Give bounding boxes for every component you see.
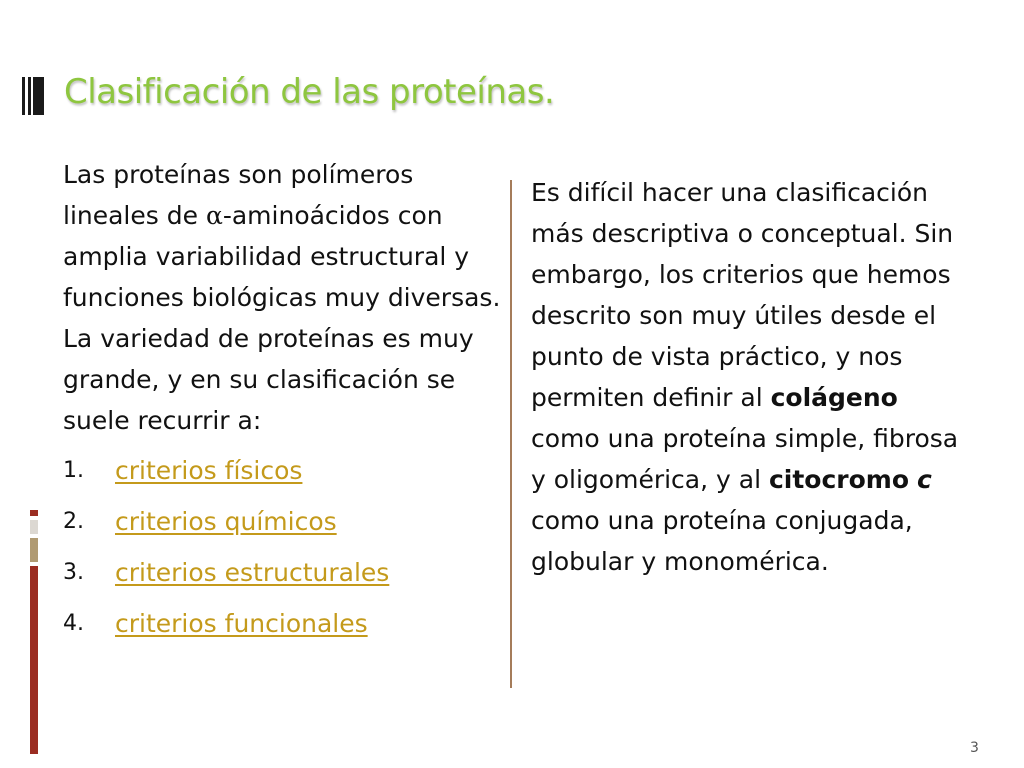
list-number: 1. — [63, 458, 84, 483]
list-item — [63, 547, 503, 598]
alpha-symbol: α — [205, 201, 223, 230]
link-criterios-estructurales[interactable]: criterios estructurales — [115, 558, 390, 587]
slide-title: Clasificación de las proteínas. — [64, 72, 555, 112]
link-criterios-fisicos[interactable]: criterios físicos — [115, 456, 303, 485]
left-column — [63, 154, 503, 649]
list-number: 2. — [63, 509, 84, 534]
criteria-list — [63, 445, 503, 649]
term-citocromo: citocromo — [768, 465, 910, 494]
list-item — [63, 445, 503, 496]
link-criterios-quimicos[interactable]: criterios químicos — [115, 507, 337, 536]
list-item — [63, 598, 503, 649]
column-divider — [510, 180, 512, 688]
intro-paragraph: Las proteínas son polímeros lineales de α-aminoácidos con amplia variabilidad estructural y funciones biológicas muy diversas. La variedad de proteínas es muy grande, y en su clasificación se suele recurrir a: — [63, 160, 501, 435]
list-number: 3. — [63, 560, 84, 585]
term-colageno: colágeno — [770, 383, 898, 412]
right-paragraph: Es difícil hacer una clasificación más descriptiva o conceptual. Sin embargo, los criterios que hemos descrito son muy útiles desde el punto de vista práctico, y nos permiten definir al colágeno como una proteína simple, fibrosa y oligomérica, y al citocromo c como una proteína conjugada, globular y monomérica. — [531, 178, 959, 576]
link-criterios-funcionales[interactable]: criterios funcionales — [115, 609, 368, 638]
term-c: c — [917, 465, 932, 494]
list-number: 4. — [63, 611, 84, 636]
title-decoration-icon — [22, 77, 44, 115]
page-number: 3 — [970, 740, 979, 756]
list-item — [63, 496, 503, 547]
